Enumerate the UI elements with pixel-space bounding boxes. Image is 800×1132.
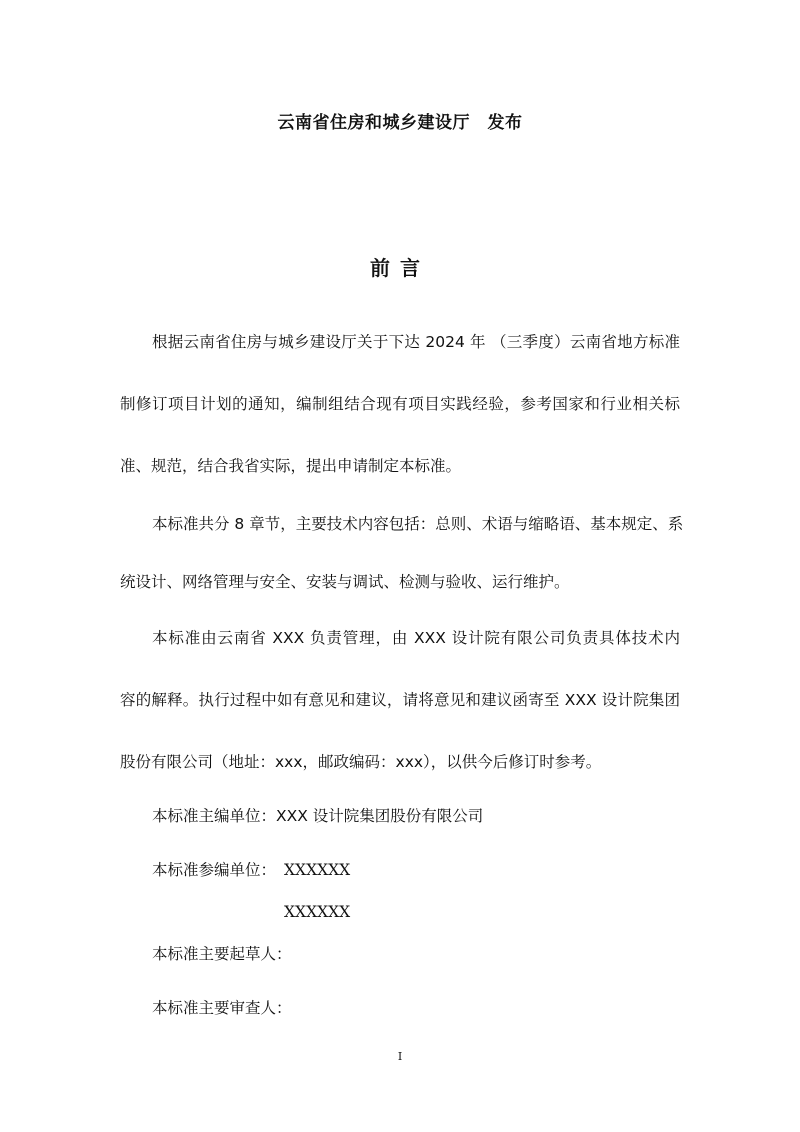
preface-paragraph-line: 容的解释。执行过程中如有意见和建议，请将意见和建议函寄至 XXX 设计院集团	[120, 691, 680, 709]
page-number: I	[397, 1050, 403, 1063]
preface-paragraph-line: 本标准由云南省 XXX 负责管理，由 XXX 设计院有限公司负责具体技术内	[152, 629, 680, 647]
drafters-line: 本标准主要起草人：	[152, 945, 292, 963]
preface-paragraph-line: 根据云南省住房与城乡建设厅关于下达 2024 年 （三季度）云南省地方标准	[152, 333, 680, 351]
participating-unit-value: XXXXXX	[284, 861, 351, 879]
preface-paragraph-line: 股份有限公司（地址：xxx，邮政编码：xxx），以供今后修订时参考。	[120, 753, 602, 771]
participating-unit-label: 本标准参编单位：	[152, 861, 277, 879]
preface-paragraph-line: 统设计、网络管理与安全、安装与调试、检测与验收、运行维护。	[120, 573, 570, 591]
preface-paragraph-line: 制修订项目计划的通知，编制组结合现有项目实践经验，参考国家和行业相关标	[120, 395, 680, 413]
preface-paragraph-line: 本标准共分 8 章节，主要技术内容包括：总则、术语与缩略语、基本规定、系	[152, 515, 684, 533]
reviewers-line: 本标准主要审查人：	[152, 999, 292, 1017]
participating-unit-value: XXXXXX	[284, 903, 351, 921]
preface-heading: 前言	[370, 256, 430, 280]
publisher-line: 云南省住房和城乡建设厅 发布	[277, 113, 523, 133]
preface-paragraph-line: 准、规范，结合我省实际，提出申请制定本标准。	[120, 457, 462, 475]
chief-unit-line: 本标准主编单位：XXX 设计院集团股份有限公司	[152, 807, 484, 825]
